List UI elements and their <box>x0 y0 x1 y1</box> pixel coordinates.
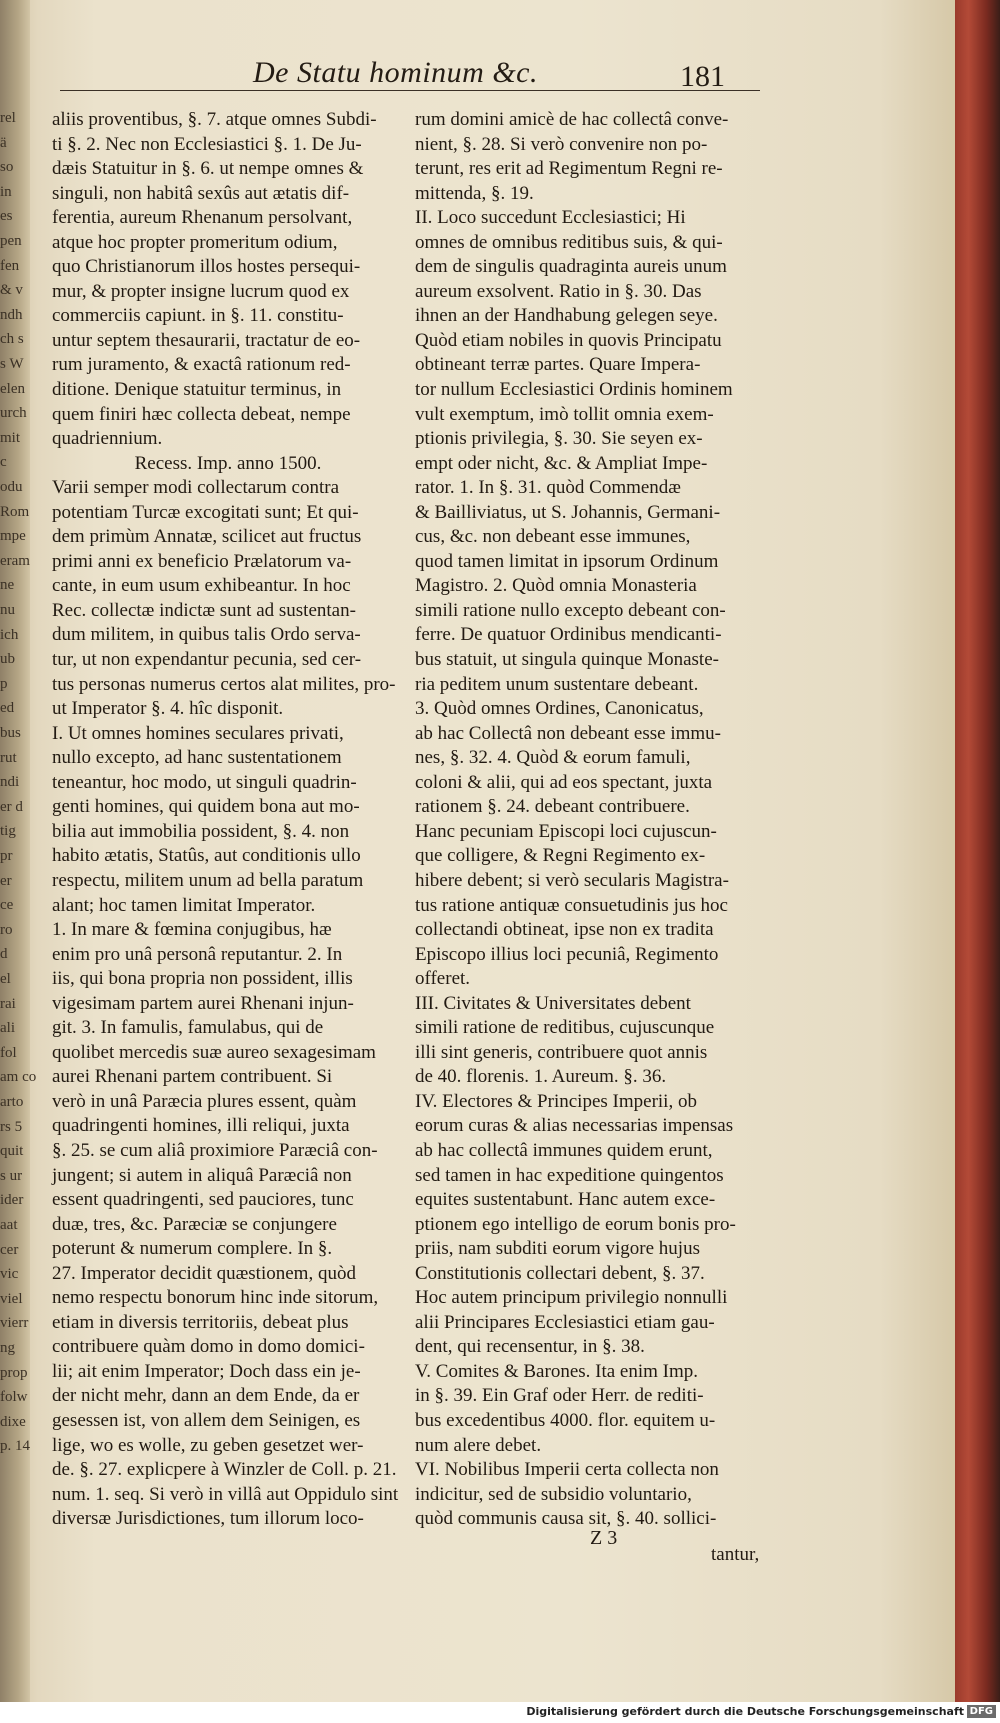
text-line: tus ratione antiquæ consuetudinis jus hoc <box>415 894 728 916</box>
text-line: habito ætatis, Statûs, aut conditionis ullo <box>52 845 361 867</box>
text-line: lige, wo es wolle, zu geben gesetzet wer- <box>52 1434 364 1456</box>
text-line: genti homines, qui quidem bona aut mo- <box>52 796 360 818</box>
text-line: nemo respectu bonorum hinc inde sitorum, <box>52 1287 379 1309</box>
text-line: quo Christianorum illos hostes persequi- <box>52 256 361 278</box>
margin-fragment: rai <box>0 995 16 1012</box>
margin-fragment: dixe <box>0 1413 26 1430</box>
margin-fragment: pen <box>0 233 22 249</box>
text-line: dæis Statuitur in §. 6. ut nempe omnes & <box>52 158 364 180</box>
text-line: tus personas numerus certos alat milites, pro- <box>52 673 396 695</box>
margin-fragment: Rom <box>0 503 30 520</box>
margin-fragment: aat <box>0 1217 18 1233</box>
margin-fragment: ed <box>0 700 15 717</box>
text-line: priis, nam subditi eorum vigore hujus <box>415 1238 700 1260</box>
text-line: alii Principares Ecclesiastici etiam gau- <box>415 1311 715 1333</box>
text-line: gesessen ist, von allem dem Seinigen, es <box>52 1409 361 1431</box>
text-line: Recess. Imp. anno 1500. <box>134 452 322 474</box>
text-line: tur, ut non expendantur pecunia, sed cer- <box>52 649 362 671</box>
text-line: ab hac collectâ immunes quidem erunt, <box>415 1139 713 1161</box>
text-line: ut Imperator §. 4. hîc disponit. <box>52 698 284 720</box>
margin-fragment: folw <box>0 1389 28 1406</box>
text-line: duæ, tres, &c. Paræciæ se conjungere <box>52 1213 337 1235</box>
margin-fragment: ce <box>0 897 14 914</box>
text-line: primi anni ex beneficio Prælatorum va- <box>52 550 352 572</box>
text-line: dent, qui recensentur, in §. 38. <box>415 1336 645 1358</box>
text-line: cante, in eum usum exhibeantur. In hoc <box>52 575 351 597</box>
text-line: aurei Rhenani partem contribuent. Si <box>52 1066 333 1088</box>
text-line: rator. 1. In §. 31. quòd Commendæ <box>415 477 681 499</box>
margin-fragment: am co <box>0 1069 37 1086</box>
text-line: eorum curas & alias necessarias impensas <box>415 1115 734 1137</box>
margin-fragment: ne <box>0 577 15 594</box>
text-line: dem de singulis quadraginta aureis unum <box>415 256 727 278</box>
margin-fragment: c <box>0 454 7 471</box>
left-text-column <box>52 108 404 1532</box>
header-rule <box>60 90 760 91</box>
margin-fragment: ng <box>0 1340 15 1356</box>
text-line: potentiam Turcæ excogitati sunt; Et qui- <box>52 501 359 523</box>
text-line: terunt, res erit ad Regimentum Regni re- <box>415 158 723 180</box>
margin-fragment: quit <box>0 1143 24 1160</box>
margin-fragment: rs 5 <box>0 1118 23 1135</box>
text-line: vult exemptum, imò tollit omnia exem- <box>415 403 714 425</box>
text-line: bilia aut immobilia possident, §. 4. non <box>52 820 350 842</box>
text-line: ab hac Collectâ non debeant esse immu- <box>415 722 722 744</box>
text-line: omnes de omnibus reditibus suis, & qui- <box>415 231 723 253</box>
text-line: etiam in diversis territoriis, debeat plus <box>52 1311 349 1333</box>
text-line: III. Civitates & Universitates debent <box>415 992 691 1014</box>
margin-fragment: rel <box>0 110 16 126</box>
text-line: quadriennium. <box>52 428 163 450</box>
margin-fragment: el <box>0 971 11 987</box>
margin-fragment: er d <box>0 798 23 815</box>
text-line: simili ratione nullo excepto debeant con- <box>415 599 726 621</box>
margin-fragment: bus <box>0 725 21 741</box>
text-line: obtineant terræ partes. Quare Impera- <box>415 354 701 376</box>
margin-fragment: fol <box>0 1044 17 1061</box>
margin-fragment: ub <box>0 651 15 668</box>
catchword: tantur, <box>711 1544 760 1565</box>
text-line: simili ratione de reditibus, cujuscunque <box>415 1017 715 1039</box>
text-line: quolibet mercedis suæ aureo sexagesimam <box>52 1041 376 1063</box>
margin-fragment: ali <box>0 1020 15 1037</box>
text-line: mur, & propter insigne lucrum quod ex <box>52 280 350 302</box>
text-line: contribuere quàm domo in domo domici- <box>52 1336 365 1358</box>
text-line: ti §. 2. Nec non Ecclesiastici §. 1. De Ju- <box>52 133 362 155</box>
margin-fragment: ider <box>0 1192 24 1209</box>
text-line: dem primùm Annatæ, scilicet aut fructus <box>52 526 362 548</box>
text-line: de. §. 27. explicpere à Winzler de Coll. p. 21. <box>52 1459 397 1481</box>
text-line: equites sustentabunt. Hanc autem exce- <box>415 1189 716 1211</box>
margin-fragment: in <box>0 183 12 200</box>
text-line: nient, §. 28. Si verò convenire non po- <box>415 133 708 155</box>
margin-fragment: s ur <box>0 1167 23 1184</box>
text-line: V. Comites & Barones. Ita enim Imp. <box>415 1360 699 1382</box>
text-line: Magistro. 2. Quòd omnia Monasteria <box>415 575 697 597</box>
text-line: num alere debet. <box>415 1434 542 1456</box>
text-line: ria peditem unum sustentare debeant. <box>415 673 699 695</box>
running-title: De Statu hominum &c. <box>253 56 538 89</box>
text-line: 3. Quòd omnes Ordines, Canonicatus, <box>415 698 704 720</box>
margin-fragment: odu <box>0 479 23 495</box>
text-line: mittenda, §. 19. <box>415 182 534 204</box>
text-line: ferentia, aureum Rhenanum persolvant, <box>52 207 353 229</box>
text-line: indicitur, sed de subsidio voluntario, <box>415 1483 692 1505</box>
text-line: sed tamen in hac expeditione quingentos <box>415 1164 724 1186</box>
text-line: §. 25. se cum aliâ proximiore Paræciâ con- <box>52 1139 378 1161</box>
margin-fragment: p. 14 <box>0 1438 30 1455</box>
text-line: teneantur, hoc modo, ut singuli quadrin- <box>52 771 357 793</box>
text-line: 27. Imperator decidit quæstionem, quòd <box>52 1262 356 1284</box>
margin-fragment: fen <box>0 257 20 274</box>
margin-fragment: prop <box>0 1364 28 1381</box>
footer-bar <box>0 1702 1000 1723</box>
text-line: quod tamen limitat in ipsorum Ordinum <box>415 550 719 572</box>
text-line: ptionem ego intelligo de eorum bonis pro- <box>415 1213 736 1235</box>
margin-fragment: er <box>0 872 12 889</box>
text-line: coloni & alii, qui ad eos spectant, juxta <box>415 771 713 793</box>
margin-fragment: ä <box>0 134 7 151</box>
footer-credit: Digitalisierung gefördert durch die Deutsche Forschungsgemeinschaft <box>526 1705 964 1718</box>
text-line: IV. Electores & Principes Imperii, ob <box>415 1090 697 1112</box>
text-line: II. Loco succedunt Ecclesiastici; Hi <box>415 207 686 229</box>
text-line: quem finiri hæc collecta debeat, nempe <box>52 403 351 425</box>
margin-fragment: tig <box>0 823 16 840</box>
dfg-logo: DFG <box>967 1705 996 1718</box>
text-line: respectu, militem unum ad bella paratum <box>52 869 364 891</box>
margin-fragment: ro <box>0 921 13 938</box>
text-line: 1. In mare & fœmina conjugibus, hæ <box>52 919 332 941</box>
margin-fragment: so <box>0 159 14 176</box>
text-line: Episcopo illius loci pecuniâ, Regimento <box>415 943 719 965</box>
text-line: poterunt & numerum complere. In §. <box>52 1238 333 1260</box>
text-line: de 40. florenis. 1. Aureum. §. 36. <box>415 1066 667 1088</box>
text-line: atque hoc propter promeritum odium, <box>52 231 338 253</box>
text-line: collectandi obtineat, ipse non ex tradita <box>415 919 714 941</box>
margin-fragment: nu <box>0 602 15 618</box>
margin-fragment: eram <box>0 552 30 569</box>
margin-fragment: pr <box>0 848 13 864</box>
book-edge-red <box>955 0 1000 1702</box>
margin-fragment: ich <box>0 626 19 643</box>
margin-fragment: elen <box>0 380 25 397</box>
margin-fragment: s W <box>0 356 24 372</box>
text-line: dum militem, in quibus talis Ordo serva- <box>52 624 361 646</box>
text-line: num. 1. seq. Si verò in villâ aut Oppidulo sint <box>52 1483 399 1505</box>
text-line: lii; ait enim Imperator; Doch dass ein je- <box>52 1360 361 1382</box>
text-line: tor nullum Ecclesiastici Ordinis hominem <box>415 379 733 401</box>
text-line: VI. Nobilibus Imperii certa collecta non <box>415 1459 719 1481</box>
text-line: Varii semper modi collectarum contra <box>52 477 340 499</box>
margin-fragment: viel <box>0 1290 23 1307</box>
margin-fragment: mit <box>0 429 21 446</box>
text-line: hibere debent; si verò secularis Magistra- <box>415 869 729 891</box>
text-line: empt oder nicht, &c. & Ampliat Impe- <box>415 452 708 474</box>
text-line: ferre. De quatuor Ordinibus mendicanti- <box>415 624 722 646</box>
margin-fragment: arto <box>0 1094 24 1110</box>
text-line: rum domini amicè de hac collectâ conve- <box>415 109 729 130</box>
text-line: que colligere, & Regni Regimento ex- <box>415 845 706 867</box>
signature-mark: Z 3 <box>590 1527 618 1549</box>
text-line: Constitutionis collectari debent, §. 37. <box>415 1262 705 1284</box>
text-line: quòd communis causa sit, §. 40. sollici- <box>415 1508 717 1530</box>
text-line: ihnen an der Handhabung gelegen seye. <box>415 305 718 327</box>
margin-fragment: p <box>0 675 8 692</box>
margin-fragment: & v <box>0 282 23 299</box>
text-line: alant; hoc tamen limitat Imperator. <box>52 894 316 916</box>
margin-fragment: ch s <box>0 331 24 348</box>
text-line: & Bailliviatus, ut S. Johannis, Germani- <box>415 501 721 523</box>
margin-fragment: ndi <box>0 774 20 791</box>
text-line: untur septem thesaurarii, tractatur de eo- <box>52 329 361 351</box>
text-line: in §. 39. Ein Graf oder Herr. de rediti- <box>415 1385 704 1407</box>
margin-fragment: vic <box>0 1266 19 1283</box>
text-line: der nicht mehr, dann an dem Ende, da er <box>52 1385 360 1407</box>
text-line: jungent; si autem in aliquâ Paræciâ non <box>52 1164 352 1186</box>
margin-fragment: rut <box>0 749 17 766</box>
text-line: diversæ Jurisdictiones, tum illorum loco- <box>52 1508 364 1530</box>
text-line: enim pro unâ personâ reputantur. 2. In <box>52 943 343 965</box>
text-line: rum juramento, & exactâ rationum red- <box>52 354 351 376</box>
margin-fragment: vierr <box>0 1315 29 1332</box>
text-line: singuli, non habitâ sexûs aut ætatis dif- <box>52 182 350 204</box>
text-line: bus statuit, ut singula quinque Monaste- <box>415 649 719 671</box>
text-line: bus excedentibus 4000. flor. equitem u- <box>415 1409 716 1431</box>
text-line: I. Ut omnes homines seculares privati, <box>52 722 344 744</box>
margin-fragment: mpe <box>0 528 26 545</box>
text-line: ditione. Denique statuitur terminus, in <box>52 379 342 401</box>
text-line: rationem §. 24. debeant contribuere. <box>415 796 690 818</box>
margin-fragment: urch <box>0 405 27 422</box>
text-line: illi sint generis, contribuere quot annis <box>415 1041 708 1063</box>
text-line: vigesimam partem aurei Rhenani injun- <box>52 992 354 1014</box>
margin-fragment: d <box>0 946 8 963</box>
text-line: aureum exsolvent. Ratio in §. 30. Das <box>415 280 702 302</box>
text-line: essent quadringenti, sed pauciores, tunc <box>52 1189 354 1211</box>
text-line: Hanc pecuniam Episcopi loci cujuscun- <box>415 820 717 842</box>
text-line: nullo excepto, ad hanc sustentationem <box>52 747 342 769</box>
page-number: 181 <box>680 60 725 93</box>
margin-fragment: es <box>0 208 13 225</box>
text-line: Rec. collectæ indictæ sunt ad sustentan- <box>52 599 356 621</box>
margin-fragment: ndh <box>0 306 23 323</box>
right-text-column <box>415 108 765 1532</box>
text-line: nes, §. 32. 4. Quòd & eorum famuli, <box>415 747 691 769</box>
text-line: ptionis privilegia, §. 30. Sie seyen ex- <box>415 428 703 450</box>
text-line: offeret. <box>415 968 471 990</box>
text-line: Quòd etiam nobiles in quovis Principatu <box>415 329 722 351</box>
text-line: Hoc autem principum privilegio nonnulli <box>415 1287 728 1309</box>
text-line: git. 3. In famulis, famulabus, qui de <box>52 1017 324 1039</box>
text-line: verò in unâ Paræcia plures essent, quàm <box>52 1090 357 1112</box>
text-line: iis, qui bona propria non possident, illis <box>52 968 353 990</box>
text-line: commerciis capiunt. in §. 11. constitu- <box>52 305 344 327</box>
text-line: aliis proventibus, §. 7. atque omnes Subdi- <box>52 109 377 130</box>
margin-fragment: cer <box>0 1241 19 1258</box>
text-line: quadringenti homines, illi reliqui, juxta <box>52 1115 350 1137</box>
text-line: cus, &c. non debeant esse immunes, <box>415 526 691 548</box>
